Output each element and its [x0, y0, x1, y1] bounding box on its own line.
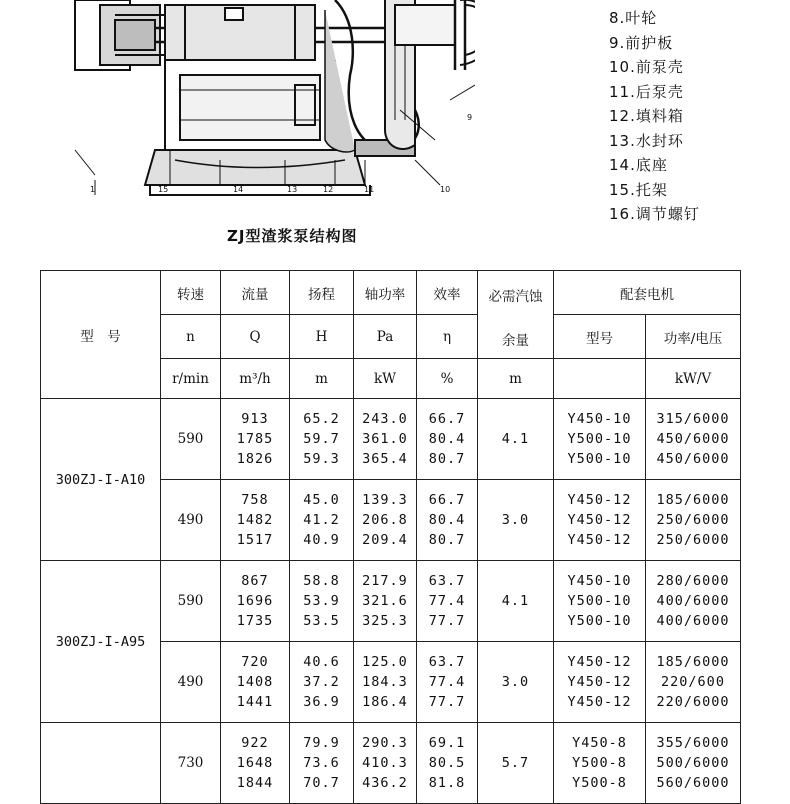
callout-9: 9 — [467, 113, 473, 122]
header-motor: 配套电机 — [554, 271, 741, 315]
cell-efficiency-value: 77.4 — [428, 674, 466, 690]
header-flow: 流量 — [221, 271, 290, 315]
cell-motor-model-value: Y450-12 — [567, 532, 632, 548]
header-flow-sym: Q — [221, 315, 290, 359]
cell-head — [290, 399, 354, 480]
cell-motor-power-value: 450/6000 — [656, 451, 730, 467]
cell-motor-model-value: Y450-12 — [567, 492, 632, 508]
legend-item: 15.托架 — [609, 180, 668, 199]
cell-motor-power — [646, 723, 741, 804]
cell-efficiency-value: 81.8 — [428, 775, 466, 791]
legend-item: 12.填料箱 — [609, 107, 684, 125]
cell-flow-value: 1826 — [236, 451, 274, 467]
legend-item: 8.叶轮 — [609, 9, 658, 27]
cell-efficiency-value: 80.5 — [428, 755, 466, 771]
cell-motor-power-value: 560/6000 — [656, 775, 730, 791]
unit-efficiency: % — [417, 359, 478, 399]
cell-flow-value: 1735 — [236, 613, 274, 629]
cell-head-value: 58.8 — [303, 573, 340, 589]
cell-efficiency-value: 77.4 — [428, 593, 466, 609]
cell-efficiency — [417, 399, 478, 480]
cell-flow-value: 1441 — [236, 694, 274, 710]
callout-12: 12 — [323, 185, 334, 194]
cell-motor-model-value: Y450-12 — [567, 654, 632, 670]
cell-efficiency-value: 77.7 — [428, 694, 466, 710]
header-efficiency-sym: η — [417, 315, 478, 359]
header-head: 扬程 — [290, 271, 354, 315]
cell-motor-model — [554, 723, 646, 804]
table-row — [41, 561, 741, 642]
unit-speed: r/min — [161, 359, 221, 399]
cell-flow-value: 1408 — [236, 674, 274, 690]
cell-shaft-power-value: 206.8 — [362, 512, 408, 528]
cell-model: 300ZJ-I-A95 — [41, 561, 161, 723]
callout-1: 1 — [90, 185, 96, 194]
cell-flow-value: 913 — [241, 411, 269, 427]
header-npsh — [478, 271, 554, 359]
cell-motor-power — [646, 561, 741, 642]
cell-motor-power — [646, 399, 741, 480]
cell-head-value: 53.5 — [303, 613, 340, 629]
cell-npsh: 4.1 — [478, 561, 554, 642]
cell-shaft-power-value: 186.4 — [362, 694, 408, 710]
pump-cross-section-diagram — [55, 0, 475, 210]
cell-head-value: 37.2 — [303, 674, 340, 690]
cell-shaft-power-value: 290.3 — [362, 735, 408, 751]
cell-motor-model-value: Y450-8 — [572, 735, 627, 751]
cell-motor-model — [554, 480, 646, 561]
cell-speed: 490 — [161, 480, 221, 561]
cell-efficiency-value: 63.7 — [428, 654, 466, 670]
cell-motor-power-value: 185/6000 — [656, 492, 730, 508]
cell-motor-model-value: Y500-10 — [567, 613, 632, 629]
unit-npsh: m — [478, 359, 554, 399]
cell-motor-model-value: Y450-10 — [567, 411, 632, 427]
cell-npsh: 4.1 — [478, 399, 554, 480]
cell-head-value: 79.9 — [303, 735, 340, 751]
cell-shaft-power-value: 361.0 — [362, 431, 408, 447]
cell-head — [290, 561, 354, 642]
cell-motor-model-value: Y450-12 — [567, 674, 632, 690]
cell-flow — [221, 642, 290, 723]
legend-item: 14.底座 — [609, 156, 668, 174]
cell-efficiency-value: 69.1 — [428, 735, 466, 751]
cell-head-value: 70.7 — [303, 775, 340, 791]
cell-flow-value: 922 — [241, 735, 269, 751]
diagram-linework — [75, 0, 475, 195]
cell-motor-power-value: 280/6000 — [656, 573, 730, 589]
cell-head — [290, 480, 354, 561]
legend-item: 11.后泵壳 — [609, 82, 684, 101]
cell-shaft-power — [354, 399, 417, 480]
header-efficiency: 效率 — [417, 271, 478, 315]
cell-head-value: 40.9 — [303, 532, 340, 548]
cell-motor-power-value: 220/600 — [661, 674, 725, 690]
header-npsh-line2: 余量 — [502, 333, 529, 349]
cell-motor-model — [554, 642, 646, 723]
cell-flow-value: 1482 — [236, 512, 274, 528]
cell-flow-value: 758 — [241, 492, 269, 508]
cell-npsh: 3.0 — [478, 642, 554, 723]
unit-motor-model — [554, 359, 646, 399]
performance-table — [40, 270, 741, 804]
header-head-sym: H — [290, 315, 354, 359]
cell-motor-model-value: Y450-12 — [567, 512, 632, 528]
cell-flow-value: 1517 — [236, 532, 274, 548]
table-row — [41, 399, 741, 480]
cell-motor-power-value: 400/6000 — [656, 593, 730, 609]
cell-motor-power-value: 220/6000 — [656, 694, 730, 710]
header-speed: 转速 — [161, 271, 221, 315]
header-shaft-power-sym: Pa — [354, 315, 417, 359]
cell-efficiency — [417, 480, 478, 561]
cell-motor-power-value: 400/6000 — [656, 613, 730, 629]
callout-11: 11 — [364, 185, 375, 194]
cell-shaft-power-value: 139.3 — [362, 492, 408, 508]
unit-shaft-power: kW — [354, 359, 417, 399]
cell-motor-power-value: 315/6000 — [656, 411, 730, 427]
cell-shaft-power-value: 436.2 — [362, 775, 408, 791]
cell-model: 300ZJ-I-A10 — [41, 399, 161, 561]
cell-motor-power-value: 450/6000 — [656, 431, 730, 447]
cell-head — [290, 642, 354, 723]
callout-14: 14 — [233, 185, 244, 194]
cell-motor-power-value: 250/6000 — [656, 532, 730, 548]
cell-speed: 490 — [161, 642, 221, 723]
cell-shaft-power-value: 325.3 — [362, 613, 408, 629]
cell-flow-value: 1785 — [236, 431, 274, 447]
cell-head-value: 45.0 — [303, 492, 340, 508]
cell-efficiency — [417, 723, 478, 804]
cell-efficiency — [417, 642, 478, 723]
cell-npsh: 5.7 — [478, 723, 554, 804]
cell-head-value: 59.7 — [303, 431, 340, 447]
cell-shaft-power-value: 365.4 — [362, 451, 408, 467]
cell-motor-power-value: 250/6000 — [656, 512, 730, 528]
cell-shaft-power-value: 184.3 — [362, 674, 408, 690]
callout-15: 15 — [158, 185, 169, 194]
cell-shaft-power-value: 125.0 — [362, 654, 408, 670]
cell-shaft-power-value: 410.3 — [362, 755, 408, 771]
cell-efficiency-value: 80.7 — [428, 532, 466, 548]
header-shaft-power: 轴功率 — [354, 271, 417, 315]
cell-efficiency-value: 63.7 — [428, 573, 466, 589]
cell-shaft-power-value: 243.0 — [362, 411, 408, 427]
cell-shaft-power-value: 217.9 — [362, 573, 408, 589]
cell-speed: 730 — [161, 723, 221, 804]
cell-head-value: 40.6 — [303, 654, 340, 670]
cell-flow-value: 1844 — [236, 775, 274, 791]
cell-flow-value: 720 — [241, 654, 269, 670]
table-row — [41, 723, 741, 804]
cell-efficiency-value: 80.4 — [428, 512, 466, 528]
cell-head-value: 53.9 — [303, 593, 340, 609]
cell-head-value: 59.3 — [303, 451, 340, 467]
cell-efficiency-value: 77.7 — [428, 613, 466, 629]
cell-flow-value: 867 — [241, 573, 269, 589]
diagram-caption: ZJ型渣浆泵结构图 — [227, 227, 358, 245]
unit-flow: m³/h — [221, 359, 290, 399]
cell-shaft-power-value: 209.4 — [362, 532, 408, 548]
cell-efficiency — [417, 561, 478, 642]
cell-motor-model-value: Y500-10 — [567, 431, 632, 447]
cell-model — [41, 723, 161, 804]
cell-npsh: 3.0 — [478, 480, 554, 561]
cell-shaft-power — [354, 642, 417, 723]
cell-motor-model-value: Y500-10 — [567, 593, 632, 609]
cell-head-value: 73.6 — [303, 755, 340, 771]
cell-head-value: 36.9 — [303, 694, 340, 710]
cell-shaft-power — [354, 480, 417, 561]
cell-motor-model-value: Y500-8 — [572, 775, 627, 791]
callout-10: 10 — [440, 185, 451, 194]
cell-efficiency-value: 80.7 — [428, 451, 466, 467]
header-model: 型 号 — [41, 271, 161, 399]
parts-legend — [609, 6, 700, 227]
cell-efficiency-value: 66.7 — [428, 411, 466, 427]
cell-head — [290, 723, 354, 804]
cell-motor-model-value: Y500-8 — [572, 755, 627, 771]
callout-13: 13 — [287, 185, 298, 194]
cell-motor-power — [646, 480, 741, 561]
cell-flow-value: 1648 — [236, 755, 274, 771]
unit-motor-power: kW/V — [646, 359, 741, 399]
cell-speed: 590 — [161, 399, 221, 480]
cell-motor-model-value: Y450-12 — [567, 694, 632, 710]
cell-head-value: 41.2 — [303, 512, 340, 528]
cell-motor-model — [554, 561, 646, 642]
legend-item: 13.水封环 — [609, 131, 684, 150]
cell-speed: 590 — [161, 561, 221, 642]
cell-flow — [221, 723, 290, 804]
cell-motor-power-value: 355/6000 — [656, 735, 730, 751]
legend-item: 16.调节螺钉 — [609, 205, 700, 223]
header-npsh-line1: 必需汽蚀 — [488, 289, 543, 305]
cell-motor-model — [554, 399, 646, 480]
cell-motor-model-value: Y500-10 — [567, 451, 632, 467]
cell-shaft-power — [354, 561, 417, 642]
cell-efficiency-value: 66.7 — [428, 492, 466, 508]
header-speed-sym: n — [161, 315, 221, 359]
cell-flow — [221, 561, 290, 642]
cell-efficiency-value: 80.4 — [428, 431, 466, 447]
cell-shaft-power — [354, 723, 417, 804]
cell-flow — [221, 399, 290, 480]
cell-head-value: 65.2 — [303, 411, 340, 427]
header-motor-model: 型号 — [554, 315, 646, 359]
cell-flow — [221, 480, 290, 561]
legend-item: 10.前泵壳 — [609, 58, 684, 76]
cell-motor-power — [646, 642, 741, 723]
legend-item: 9.前护板 — [609, 33, 674, 52]
cell-motor-model-value: Y450-10 — [567, 573, 632, 589]
cell-motor-power-value: 500/6000 — [656, 755, 730, 771]
unit-head: m — [290, 359, 354, 399]
cell-shaft-power-value: 321.6 — [362, 593, 408, 609]
cell-flow-value: 1696 — [236, 593, 274, 609]
cell-motor-power-value: 185/6000 — [656, 654, 730, 670]
header-motor-power: 功率/电压 — [646, 315, 741, 359]
